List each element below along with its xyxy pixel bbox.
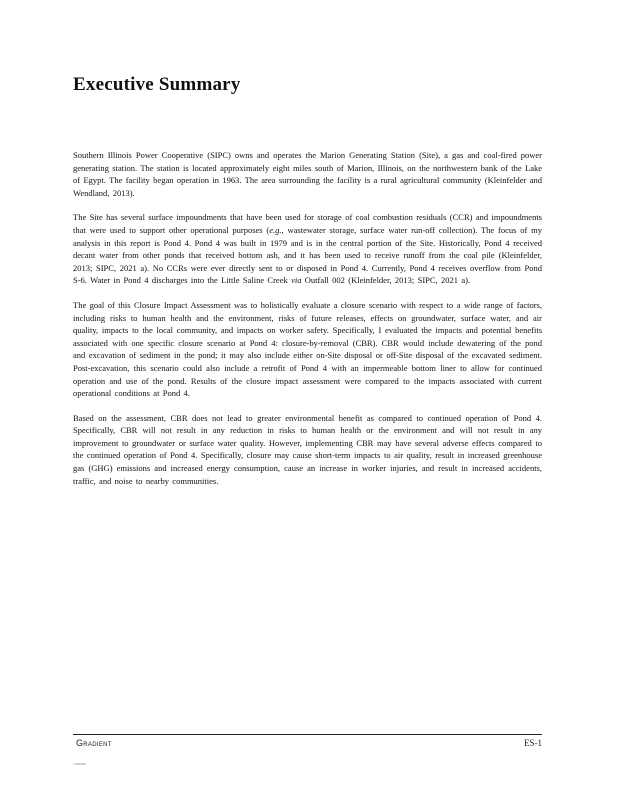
- page-number: ES-1: [524, 738, 542, 748]
- company-logo: Gradient: [76, 738, 112, 748]
- page-title: Executive Summary: [73, 74, 241, 95]
- paragraph-intro: Southern Illinois Power Cooperative (SIPC) owns and operates the Marion Generating Station (Site), a gas and coal-fired power generating station. The station is located approximately eight miles south of Marion, Illinois, on the northwestern bank of the Lake of Egypt. The facility began operation in 1963. The area surrounding the facility is a rural agricultural community (Kleinfelder and Wendland, 2013).: [73, 150, 542, 198]
- document-code: r72806b: [73, 762, 86, 766]
- paragraph-text: The Site has several surface impoundments that have been used for storage of coal combustion residuals (CCR) and impoundments that were used to support other operational purposes (: [73, 212, 542, 235]
- footer-divider: [73, 734, 542, 735]
- paragraph-text: , wastewater storage, surface water run-off collection). The focus of my analysis in this report is Pond 4. Pond 4 was built in 1979 and is in the central portion of the Site. Historically, Pond 4 received decant water from other ponds that received bottom ash, and it has been used to receive runoff from the coal pile (Kleinfelder, 2013; SIPC, 2021 a). No CCRs were ever directly sent to or disposed in Pond 4. Currently, Pond 4 receives overflow from Pond S-6. Water in Pond 4 discharges into the Little Saline Creek: [73, 224, 542, 286]
- paragraph-text: Outfall 002 (Kleinfelder, 2013; SIPC, 2021 a).: [304, 275, 471, 286]
- paragraph-site-impoundments: [73, 211, 542, 287]
- paragraph-goal: The goal of this Closure Impact Assessment was to holistically evaluate a closure scenario with respect to a wide range of factors, including risks to human health and the environment, risks of future releases, effects on groundwater, surface water, and air quality, impacts to the local community, and impacts on worker safety. Specifically, I evaluated the impacts and potential benefits associated with one specific closure scenario at Pond 4: closure-by-removal (CBR). CBR would include dewatering of the pond and excavation of sediment in the pond; it may also include either on-Site disposal or off-Site disposal of the excavated sediment. Post-excavation, this scenario could also include a retrofit of Pond 4 with an impermeable bottom liner to allow for continued operation and use of the pond. Results of the closure impact assessment were compared to the impacts associated with current operational conditions at Pond 4.: [73, 299, 542, 399]
- body-text: [73, 149, 542, 499]
- italic-text: e.g.: [269, 224, 282, 235]
- paragraph-conclusion: Based on the assessment, CBR does not lead to greater environmental benefit as compared to continued operation of Pond 4. Specifically, CBR will not result in any reduction in risks to human health or the environment and will not result in any improvement to groundwater or surface water quality. However, implementing CBR may have several adverse effects compared to the continued operation of Pond 4. Specifically, closure may cause short-term impacts to air quality, result in increased greenhouse gas (GHG) emissions and increased energy consumption, cause an increase in worker injuries, and result in increased accidents, traffic, and noise to nearby communities.: [73, 412, 542, 486]
- italic-text: via: [291, 275, 302, 286]
